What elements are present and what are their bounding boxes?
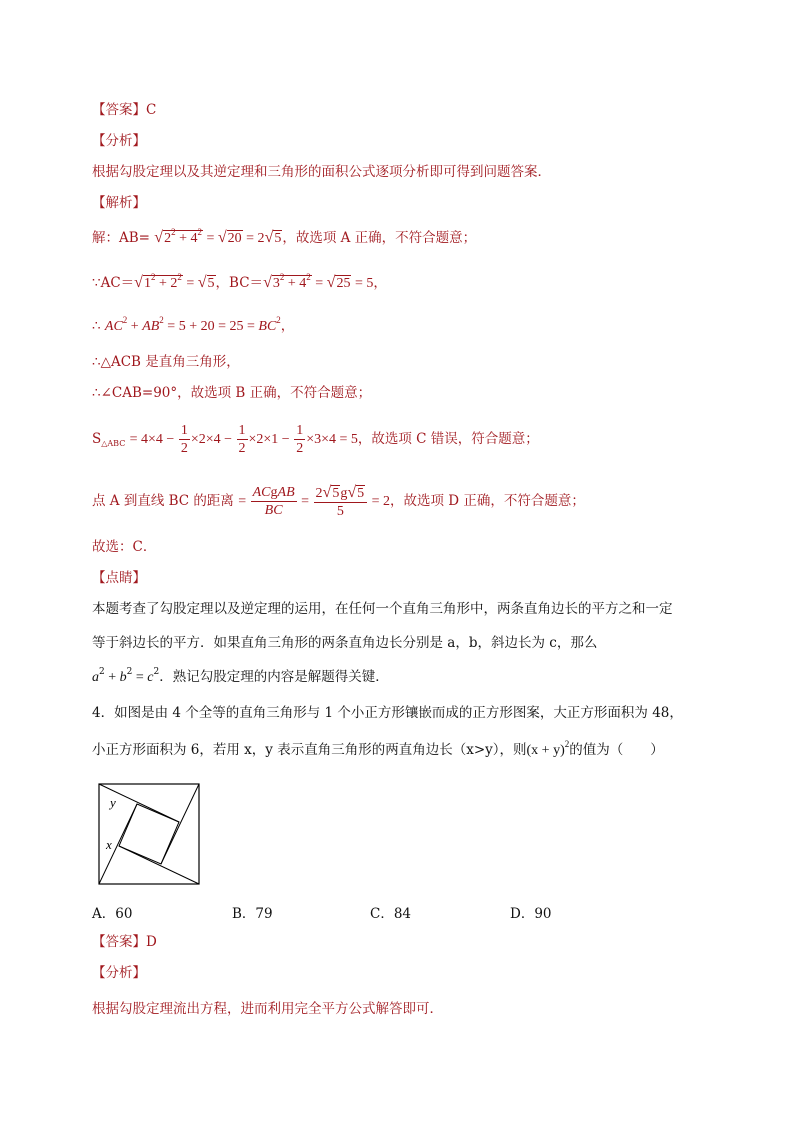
solution-step-angle: ∴∠CAB=90°，故选项 B 正确，不符合题意； [92,385,372,401]
pinwheel-diagram [98,783,202,887]
triangle-edge-1 [99,804,137,884]
label-x: x [106,837,112,852]
dianjing-tag: 【点睛】 [92,570,146,586]
dianjing-line-2: 等于斜边长的平方．如果直角三角形的两条直角边长分别是 a，b，斜边长为 c，那么 [92,635,598,651]
analysis-text: 根据勾股定理以及其逆定理和三角形的面积公式逐项分析即可得到问题答案． [92,164,551,180]
answer-tag-2: 【答案】 [92,934,146,950]
solution-step-sum: ∴ $AC^2 + AB^2 = 5 + 20 = 25 = BC^2$， [92,315,295,334]
answer-line [92,100,156,120]
dianjing-line-3: $a^2 + b^2 = c^2$．熟记勾股定理的内容是解题得关键． [92,667,389,685]
question-4-line-1: 4．如图是由 4 个全等的直角三角形与 1 个小正方形镶嵌而成的正方形图案，大正方形面积为 48， [92,705,683,721]
solution-conclusion: 故选：C． [92,539,157,555]
answer-tag: 【答案】 [92,102,146,118]
label-y: y [110,795,116,810]
triangle-edge-2 [161,784,199,864]
option-d: D．90 [510,906,552,922]
triangle-edge-4 [119,846,199,884]
option-a: A．60 [92,906,133,922]
square-figure [98,783,202,891]
answer-line-2 [92,932,157,952]
solution-step-distance: 点 A 到直线 BC 的距离 = $\frac{\text{ACgAB}}{BC}$ = $\frac{2√5g√5}{5}$ = 2，故选项 D 正确，不符合题意； [92,483,585,519]
option-c: C．84 [370,906,412,922]
small-square [119,804,179,864]
solution-step-ab: 解：$AB= √2^2 + 4^2 = √20 = 2√5$，故选项 A 正确，不符合题意； [92,227,477,246]
solution-step-right-triangle: ∴△ACB 是直角三角形， [92,354,240,370]
answer-value: C [146,102,157,118]
analysis-tag: 【分析】 [92,133,146,149]
jiexi-tag: 【解析】 [92,195,146,211]
solution-step-ac-bc: $\because AC=√1^2 + 2^2 = √5$，$BC=√3^2 + 4^2 = √25 = 5$， [92,272,387,291]
solution-step-area: $S_{\triangle ABC} = 4\times 4$ − $\frac{1}{2}$ ×2×4 − $\frac{1}{2}$ ×2×1 − $\frac{1}{2}$ ×3×4 = 5，故选项 C 错误，符合题意； [92,423,539,457]
dianjing-line-1: 本题考查了勾股定理以及逆定理的运用，在任何一个直角三角形中，两条直角边长的平方之和一定 [92,601,673,617]
analysis-text-2: 根据勾股定理流出方程，进而利用完全平方公式解答即可． [92,1001,443,1017]
question-4-line-2: 小正方形面积为 6，若用 x，y 表示直角三角形的两直角边长（x>y），则$(x + y)^2$的值为（ ） [92,739,664,758]
answer-value-2: D [146,934,157,950]
option-b: B．79 [232,906,273,922]
analysis-tag-2: 【分析】 [92,965,146,981]
